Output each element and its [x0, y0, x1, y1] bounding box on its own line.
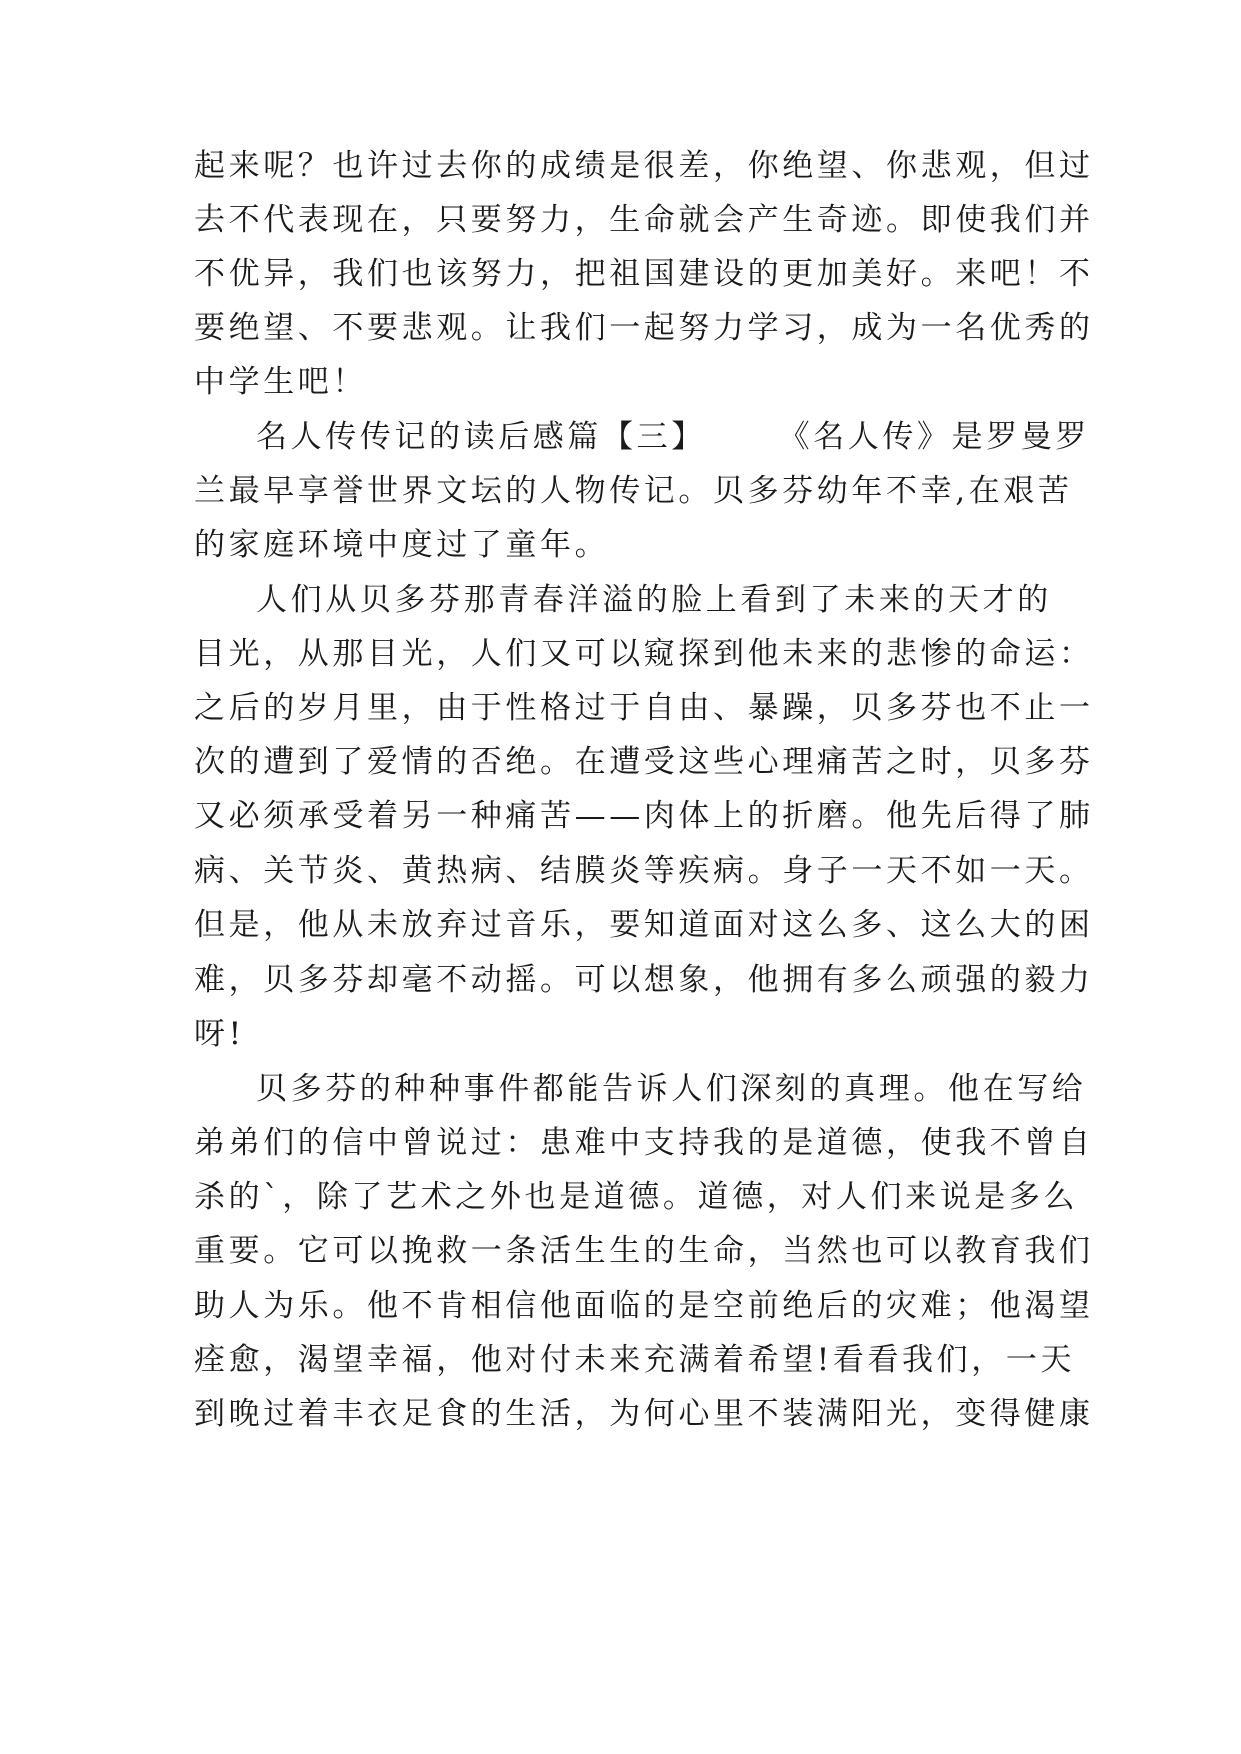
section-heading-line: 名人传传记的读后感篇【三】 《名人传》是罗曼罗	[256, 419, 1090, 455]
paragraph-line: 兰最早享誉世界文坛的人物传记。贝多芬幼年不幸,在艰苦	[194, 473, 1073, 509]
paragraph-line: 人们从贝多芬那青春洋溢的脸上看到了未来的天才的	[256, 582, 1052, 618]
paragraph-line: 贝多芬的种种事件都能告诉人们深刻的真理。他在写给	[256, 1071, 1087, 1107]
paragraph-line: 呀!	[194, 1016, 245, 1052]
paragraph-line: 要绝望、不要悲观。让我们一起努力学习，成为一名优秀的	[194, 310, 1094, 346]
paragraph-line: 重要。它可以挽救一条活生生的生命，当然也可以教育我们	[194, 1233, 1094, 1269]
paragraph-line: 病、关节炎、黄热病、结膜炎等疾病。身子一天不如一天。	[194, 853, 1094, 889]
paragraph-line: 弟弟们的信中曾说过：患难中支持我的是道德，使我不曾自	[194, 1125, 1094, 1161]
paragraph-line: 又必须承受着另一种痛苦——肉体上的折磨。他先后得了肺	[194, 798, 1094, 834]
paragraph-line: 去不代表现在，只要努力，生命就会产生奇迹。即使我们并	[194, 202, 1094, 238]
paragraph-line: 之后的岁月里，由于性格过于自由、暴躁，贝多芬也不止一	[194, 690, 1094, 726]
paragraph-line: 中学生吧！	[194, 364, 367, 400]
paragraph-line: 但是，他从未放弃过音乐，要知道面对这么多、这么大的困	[194, 907, 1094, 943]
paragraph-line: 的家庭环境中度过了童年。	[194, 527, 610, 563]
paragraph-line: 次的遭到了爱情的否绝。在遭受这些心理痛苦之时，贝多芬	[194, 744, 1094, 780]
paragraph-line: 不优异，我们也该努力，把祖国建设的更加美好。来吧！不	[194, 256, 1094, 292]
paragraph-line: 起来呢？也许过去你的成绩是很差，你绝望、你悲观，但过	[194, 148, 1094, 184]
paragraph-line: 杀的`，除了艺术之外也是道德。道德，对人们来说是多么	[194, 1179, 1079, 1215]
paragraph-line: 到晚过着丰衣足食的生活，为何心里不装满阳光，变得健康	[194, 1396, 1094, 1432]
paragraph-line: 助人为乐。他不肯相信他面临的是空前绝后的灾难；他渴望	[194, 1288, 1094, 1324]
paragraph-line: 难，贝多芬却毫不动摇。可以想象，他拥有多么顽强的毅力	[194, 962, 1094, 998]
paragraph-line: 目光，从那目光，人们又可以窥探到他未来的悲惨的命运：	[194, 636, 1094, 672]
paragraph-line: 痊愈，渴望幸福，他对付未来充满着希望!看看我们，一天	[194, 1342, 1076, 1378]
